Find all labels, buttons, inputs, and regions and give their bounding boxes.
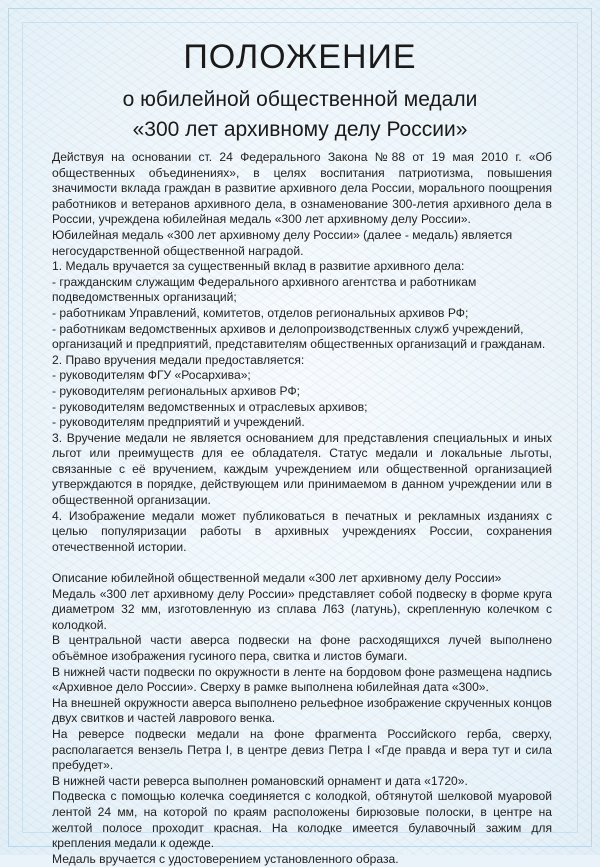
- description-paragraph: На реверсе подвески медали на фоне фрагмента Российского герба, сверху, располагается вензель Петра I, в центре девиз Петра I «Где правда и вера тут и сила пребудет».: [52, 726, 552, 773]
- description-paragraph: В нижней части подвески по окружности в ленте на бордовом фоне размещена надпись «Архивное дело России». Сверху в рамке выполнена юбилейная дата «300».: [52, 664, 552, 695]
- intro-paragraph: Юбилейная медаль «300 лет архивному делу России» (далее - медаль) является негосударственной общественной наградой.: [52, 227, 513, 258]
- description-paragraph: В нижней части реверса выполнен романовский орнамент и дата «1720».: [52, 773, 468, 788]
- list-item: - гражданским служащим Федерального архивного агентства и работникам подведомственных организаций;: [52, 274, 477, 305]
- list-item: - руководителям региональных архивов РФ;: [52, 383, 301, 398]
- list-item: - работникам Управлений, комитетов, отделов региональных архивов РФ;: [52, 305, 469, 320]
- description-paragraph: Медаль вручается с удостоверением установленного образа.: [52, 851, 399, 866]
- description-heading: Описание юбилейной общественной медали «300 лет архивному делу России»: [52, 571, 502, 586]
- section-paragraph: 3. Вручение медали не является основанием для представления специальных и иных льгот или преимуществ для ее обладателя. Статус медали и локальные льготы, связанные с её вручением, каждым учреждением или общественной организацией утверждаются в порядке, действующем или принимаемом в данном учреждении или в общественной организации.: [52, 430, 552, 508]
- paragraph-gap: [52, 555, 552, 571]
- document-body: [52, 150, 552, 867]
- description-paragraph: На внешней окружности аверса выполнено рельефное изображение скрученных концов двух свитков и частей лаврового венка.: [52, 695, 552, 726]
- list-item: - руководителям предприятий и учреждений.: [52, 415, 305, 430]
- list-item: - руководителям ФГУ «Росархива»;: [52, 368, 251, 383]
- section-heading: 1. Медаль вручается за существенный вклад в развитие архивного дела:: [52, 259, 465, 274]
- description-paragraph: В центральной части аверса подвески на фоне расходящихся лучей выполнено объёмное изображения гусиного пера, свитка и листов бумаги.: [52, 633, 552, 663]
- description-paragraph: Подвеска с помощью колечка соединяется с колодкой, обтянутой шелковой муаровой лентой 24 мм, на которой по краям расположены бирюзовые полоски, в центре на желтой полосе проходит красная. На колодке имеется булавочный зажим для крепления медали к одежде.: [52, 789, 552, 851]
- document-subtitle-line1: о юбилейной общественной медали: [122, 88, 478, 111]
- section-paragraph: 4. Изображение медали может публиковаться в печатных и рекламных изданиях с целью популяризации работы в архивных учреждениях России, сохранения отечественной истории.: [52, 508, 552, 554]
- list-item: - работникам ведомственных архивов и делопроизводственных служб учреждений, организаций и предприятий, представителям общественных организаций и гражданам.: [52, 321, 546, 352]
- intro-paragraph: Действуя на основании ст. 24 Федерального Закона №88 от 19 мая 2010 г. «Об общественных объединениях», в целях воспитания патриотизма, повышения значимости вклада граждан в развитие архивного дела России, морального поощрения работников и ветеранов архивного дела, в ознаменование 300-летия архивного дела в России, учреждена юбилейная медаль «300 лет архивному делу России».: [52, 150, 552, 227]
- document-subtitle-line2: «300 лет архивному делу России»: [132, 118, 468, 141]
- section-heading: 2. Право вручения медали предоставляется:: [52, 352, 305, 367]
- document-title: ПОЛОЖЕНИЕ: [183, 38, 417, 76]
- description-paragraph: Медаль «300 лет архивному делу России» представляет собой подвеску в форме круга диаметром 32 мм, изготовленную из сплава Л63 (латунь), скрепленную колечком с колодкой.: [52, 586, 552, 632]
- list-item: - руководителям ведомственных и отраслевых архивов;: [52, 399, 368, 414]
